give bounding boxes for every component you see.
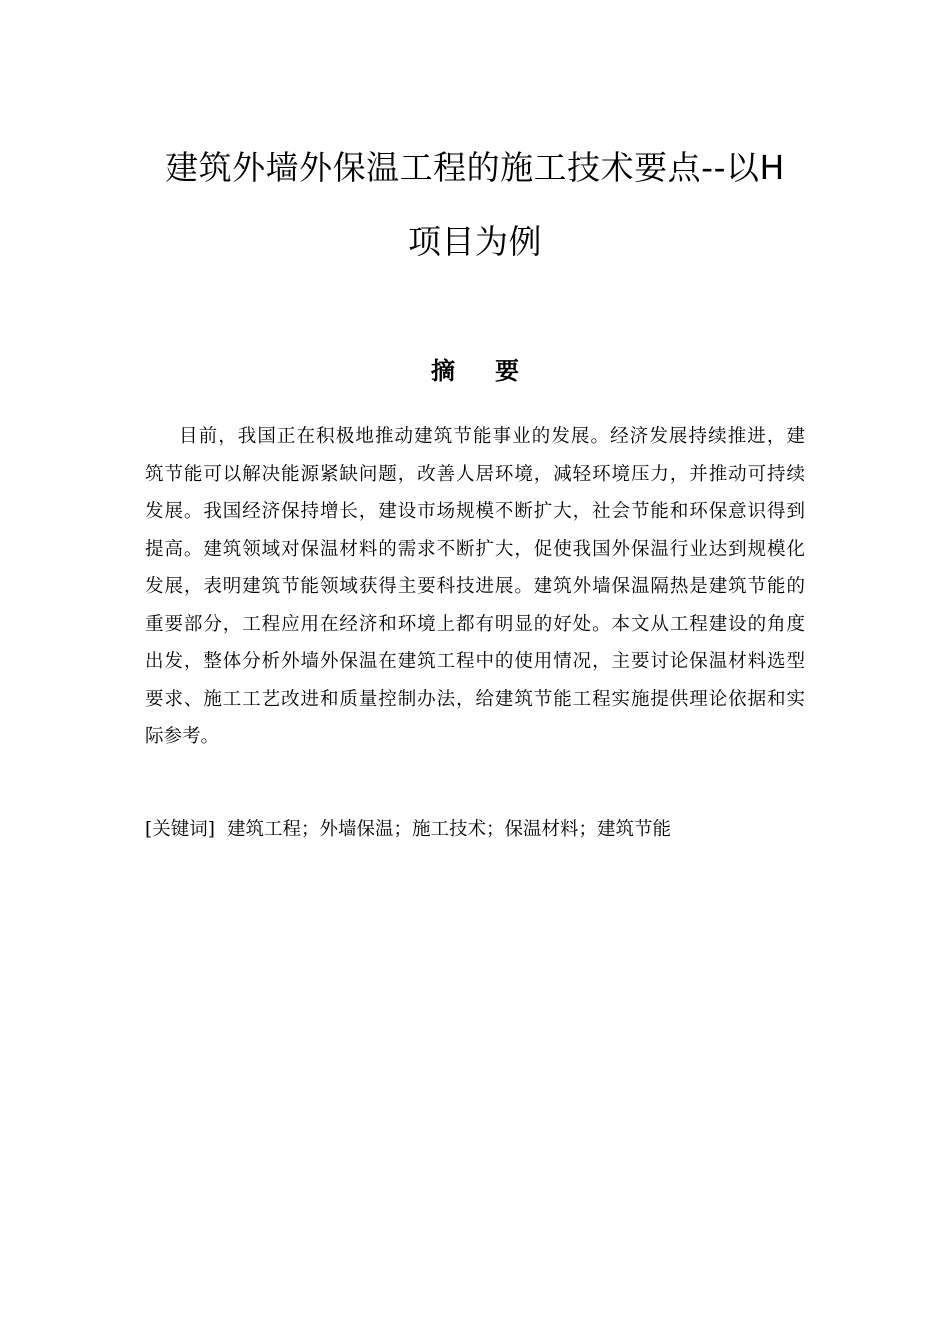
document-title-line-2: 项目为例 — [408, 222, 542, 261]
abstract-line: 出发，整体分析外墙外保温在建筑工程中的使用情况，主要讨论保温材料选型 — [145, 651, 805, 672]
keywords — [145, 815, 671, 845]
abstract-line: 重要部分，工程应用在经济和环境上都有明显的好处。本文从工程建设的角度 — [145, 613, 805, 635]
abstract-line: 际参考。 — [145, 726, 220, 747]
abstract-line: 筑节能可以解决能源紧缺问题，改善人居环境，减轻环境压力，并推动可持续 — [145, 463, 805, 485]
abstract-line: 发展，表明建筑节能领域获得主要科技进展。建筑外墙保温隔热是建筑节能的 — [145, 576, 805, 597]
abstract-body — [145, 418, 805, 756]
keywords-label: [关键词] — [145, 819, 215, 840]
abstract-heading — [0, 355, 950, 387]
abstract-line: 目前，我国正在积极地推动建筑节能事业的发展。经济发展持续推进，建 — [179, 426, 805, 447]
abstract-heading-char-1: 摘 — [431, 357, 455, 385]
keywords-text: 建筑工程；外墙保温；施工技术；保温材料；建筑节能 — [226, 819, 671, 840]
abstract-line: 要求、施工工艺改进和质量控制办法，给建筑节能工程实施提供理论依据和实 — [145, 688, 805, 710]
abstract-line: 发展。我国经济保持增长，建设市场规模不断扩大，社会节能和环保意识得到 — [145, 501, 805, 522]
abstract-line: 提高。建筑领域对保温材料的需求不断扩大，促使我国外保温行业达到规模化 — [145, 538, 805, 560]
abstract-heading-char-2: 要 — [495, 357, 519, 385]
document-title-line-1: 建筑外墙外保温工程的施工技术要点--以H — [165, 148, 785, 187]
